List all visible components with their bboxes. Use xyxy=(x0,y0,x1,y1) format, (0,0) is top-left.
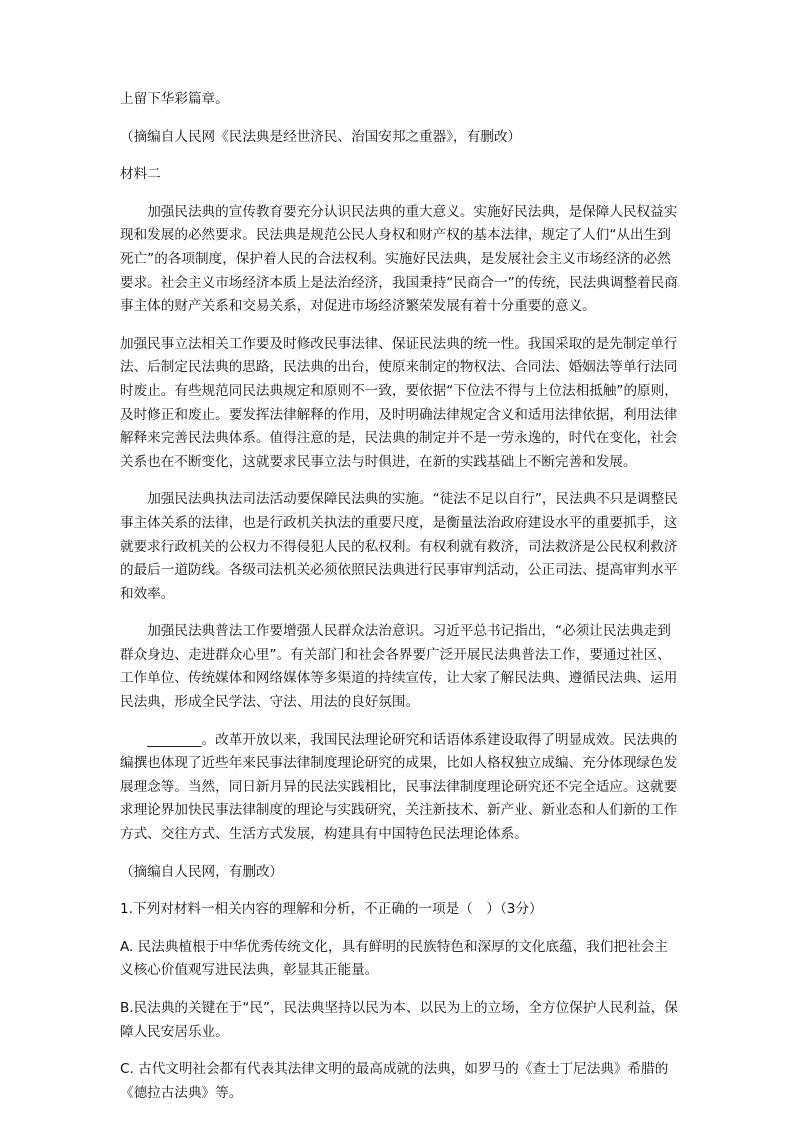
option-b: B.民法典的关键在于“民”，民法典坚持以民为本、以民为上的立场，全方位保护人民利益，保障人民安居乐业。 xyxy=(120,1000,678,1040)
option-a: A. 民法典植根于中华优秀传统文化，具有鲜明的民族特色和深厚的文化底蕴，我们把社会主义核心价值观写进民法典，彰显其正能量。 xyxy=(120,938,668,979)
fill-blank: ________ xyxy=(147,731,202,748)
section-heading: 材料二 xyxy=(120,166,161,183)
paragraph-continuation: 上留下华彩篇章。 xyxy=(120,91,229,107)
paragraph-publicity: 加强民法典的宣传教育要充分认识民法典的重大意义。实施好民法典，是保障人民权益实现和发展的必然要求。民法典是规范公民人身权和财产权的基本法律，规定了人们“从出生到死亡”的各项制度，保护着人民的合法权利。实施好民法典，是发展社会主义市场经济的必然要求。社会主义市场经济本质上是法治经济，我国秉持“民商合一”的传统，民法典调整着民商事主体的财产关系和交易关系，对促进市场经济繁荣发展有着十分重要的意义。 xyxy=(120,203,678,315)
paragraph-theory-text: 。改革开放以来，我国民法理论研究和话语体系建设取得了明显成效。民法典的编撰也体现了近些年来民事法律制度理论研究的成果，比如人格权独立成编、充分体现绿色发展理念等。当然，同日新月异的民法实践相比，民事法律制度理论研究还不完全适应。这就要求理论界加快民事法律制度的理论与实践研究，关注新技术、新产业、新业态和人们新的工作方式、交往方式、生活方式发展，构建具有中国特色民法理论体系。 xyxy=(120,731,678,843)
paragraph-enforcement: 加强民法典执法司法活动要保障民法典的实施。“徒法不足以自行”，民法典不只是调整民事主体关系的法律，也是行政机关执法的重要尺度，是衡量法治政府建设水平的重要抓手，这就要求行政机关的公权力不得侵犯人民的私权利。有权利就有救济，司法救济是公民权利救济的最后一道防线。各级司法机关必须依照民法典进行民事审判活动，公正司法、提高审判水平和效率。 xyxy=(120,491,678,602)
paragraph-legislation: 加强民事立法相关工作要及时修改民事法律、保证民法典的统一性。我国采取的是先制定单行法、后制定民法典的思路，民法典的出台，使原来制定的物权法、合同法、婚姻法等单行法同时废止。有些规范同民法典规定和原则不一致，要依据“下位法不得与上位法相抵触”的原则，及时修正和废止。要发挥法律解释的作用，及时明确法律规定含义和适用法律依据，利用法律解释来完善民法典体系。值得注意的是，民法典的制定并不是一劳永逸的，时代在变化，社会关系也在不断变化，这就要求民事立法与时俱进，在新的实践基础上不断完善和发展。 xyxy=(120,335,678,470)
paragraph-education: 加强民法典普法工作要增强人民群众法治意识。习近平总书记指出，“必须让民法典走到群众身边、走进群众心里”。有关部门和社会各界要广泛开展民法典普法工作，要通过社区、工作单位、传统媒体和网络媒体等多渠道的持续宣传，让大家了解民法典、遵循民法典、运用民法典，形成全民学法、守法、用法的良好氛围。 xyxy=(120,623,678,711)
question-1: 1.下列对材料一相关内容的理解和分析，不正确的一项是（ ）（3分） xyxy=(120,901,543,918)
document-page xyxy=(120,88,680,1105)
paragraph-theory xyxy=(120,729,680,847)
source-note-2: （摘编自人民网，有删改） xyxy=(120,863,284,880)
source-note-1: （摘编自人民网《民法典是经世济民、治国安邦之重器》，有删改） xyxy=(120,128,522,145)
option-c: C. 古代文明社会都有代表其法律文明的最高成就的法典，如罗马的《查士丁尼法典》希腊的《德拉古法典》等。 xyxy=(120,1061,669,1101)
